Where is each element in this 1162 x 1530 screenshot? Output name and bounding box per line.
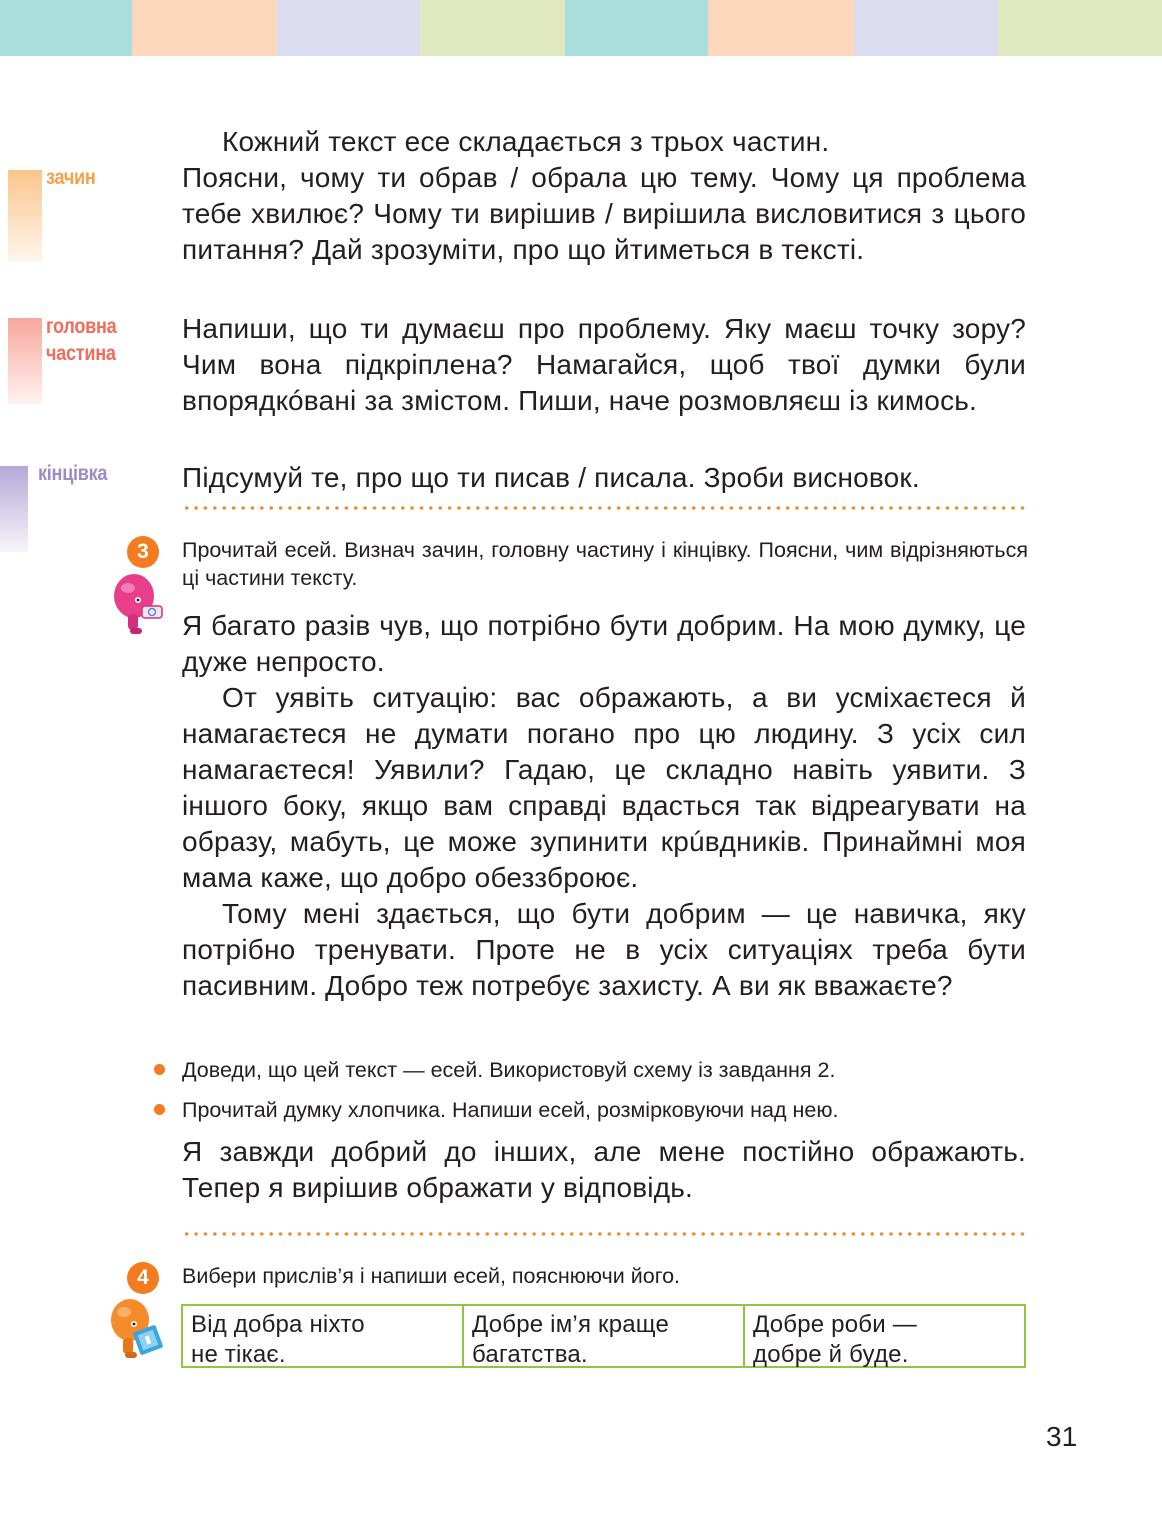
structure-intro-line: Кожний текст есе складається з трьох частин. bbox=[222, 126, 830, 157]
stripe bbox=[420, 0, 565, 56]
task4-instruction: Вибери прислів’я і напиши есей, пояснюючи його. bbox=[182, 1264, 680, 1288]
proverbs-table bbox=[181, 1304, 1026, 1368]
main-part-side-bar bbox=[8, 318, 42, 404]
intro-description: Поясни, чому ти обрав / обрала цю тему. Чому ця проблема тебе хвилює? Чому ти вирішив / вирішила висловитися з цього питання? Дай зрозуміти, про що йтиметься в тексті. bbox=[182, 162, 1026, 265]
proverb-line: Добре роби — bbox=[753, 1311, 917, 1338]
proverb-line: добре й буде. bbox=[753, 1341, 909, 1368]
ending-side-bar bbox=[0, 466, 28, 552]
stripe bbox=[277, 0, 420, 56]
task3-bullet: Доведи, що цей текст — есей. Використовуй схему із завдання 2. bbox=[182, 1058, 836, 1082]
pink-mascot-icon bbox=[108, 570, 168, 638]
task-number-badge: 4 bbox=[127, 1262, 159, 1294]
proverb-line: Добре ім’я краще bbox=[472, 1311, 670, 1338]
proverb-cell[interactable] bbox=[183, 1306, 464, 1366]
page-number: 31 bbox=[1046, 1421, 1078, 1452]
proverb-cell[interactable] bbox=[745, 1306, 1024, 1366]
orange-mascot-icon bbox=[104, 1296, 166, 1362]
intro-label: зачин bbox=[46, 166, 96, 189]
essay-paragraph: Тому мені здається, що бути добрим — це навичка, яку потрібно тренувати. Проте не в усіх ситуаціях треба бути пасивним. Добро теж потребує захисту. А ви як вважаєте? bbox=[182, 898, 1026, 1001]
stripe bbox=[0, 0, 132, 56]
header-stripes bbox=[0, 0, 1162, 56]
ending-label: кінцівка bbox=[38, 462, 108, 485]
essay-paragraph: Я багато разів чув, що потрібно бути добрим. На мою думку, це дуже непросто. bbox=[182, 610, 1026, 677]
stripe bbox=[565, 0, 708, 56]
main-part-label bbox=[46, 313, 116, 367]
stripe bbox=[132, 0, 277, 56]
essay-paragraph: От уявіть ситуацію: вас ображають, а ви усміхаєтеся й намагаєтеся не думати погано про цю людину. З усіх сил намагаєтеся! Уявили? Гадаю, це складно навіть уявити. З іншого боку, якщо вам справді вдасться так відреагувати на образу, мабуть, це може зупинити крúвдників. Принаймні моя мама каже, що добро обеззброює. bbox=[182, 682, 1026, 893]
task3-instruction: Прочитай есей. Визнач зачин, головну частину і кінцівку. Поясни, чим відрізняються ці частини тексту. bbox=[182, 538, 1028, 590]
ending-description: Підсумуй те, про що ти писав / писала. Зроби висновок. bbox=[182, 462, 920, 493]
bullet-icon bbox=[154, 1104, 165, 1115]
stripe bbox=[854, 0, 998, 56]
main-part-description: Напиши, що ти думаєш про проблему. Яку маєш точку зору? Чим вона підкріплена? Намагайся, щоб твої думки були впорядкóвані за змістом. Пиши, наче розмовляєш із кимось. bbox=[182, 313, 1026, 416]
dotted-divider bbox=[182, 1232, 1028, 1236]
task3-bullet: Прочитай думку хлопчика. Напиши есей, розмірковуючи над нею. bbox=[182, 1098, 839, 1122]
main-part-label-line: частина bbox=[46, 342, 116, 365]
dotted-divider bbox=[182, 506, 1028, 510]
stripe bbox=[998, 0, 1162, 56]
boy-thought: Я завжди добрий до інших, але мене постійно ображають. Тепер я вирішив ображати у відповідь. bbox=[182, 1136, 1026, 1203]
proverb-line: Від добра ніхто bbox=[191, 1311, 365, 1338]
bullet-icon bbox=[154, 1064, 165, 1075]
stripe bbox=[708, 0, 854, 56]
intro-side-bar bbox=[8, 170, 42, 262]
proverb-line: не тікає. bbox=[191, 1341, 286, 1368]
main-part-label-line: головна bbox=[46, 315, 117, 338]
proverb-line: багатства. bbox=[472, 1341, 588, 1368]
proverb-cell[interactable] bbox=[464, 1306, 745, 1366]
task-number-badge: 3 bbox=[127, 536, 159, 568]
